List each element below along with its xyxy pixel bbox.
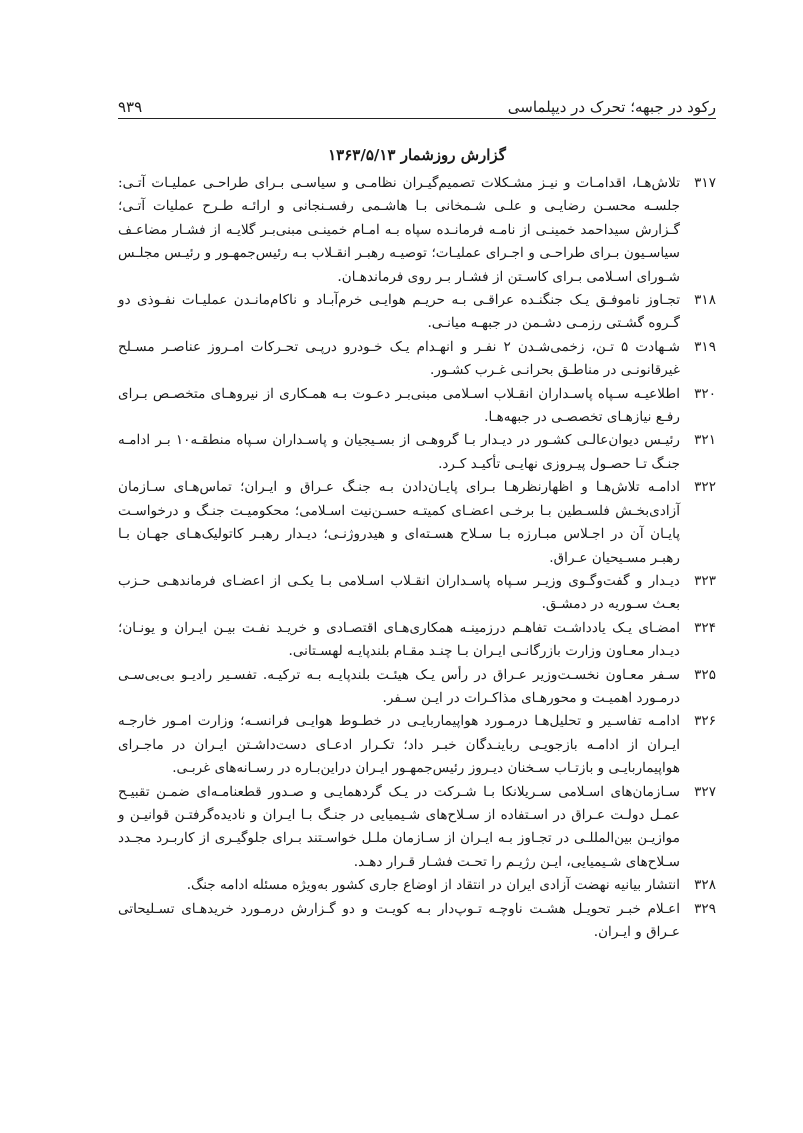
- entry-number: ۳۲۵: [694, 666, 716, 683]
- list-item: [118, 476, 716, 570]
- entry-number: ۳۲۹: [694, 900, 716, 917]
- entry-text: اطلاعیـه سـپاه پاسـداران انقـلاب اسـلامی مبنی‌بـر دعـوت بـه همـکاری از نیروهـای متخصـص بـرای رفـع نیازهـای تخصصـی در جبهه‌هـا.: [118, 385, 680, 426]
- entry-number: ۳۱۷: [694, 175, 716, 191]
- entry-text: اعـلام خبـر تحویـل هشـت ناوچـه تـوپ‌دار بـه کویـت و دو گـزارش درمـورد خریدهـای تسـلیحاتی عـراق و ایـران.: [118, 900, 680, 940]
- entry-number: ۳۲۰: [694, 385, 716, 402]
- entry-text: سـازمان‌های اسـلامی سـریلانکا بـا شـرکت در یـک گردهمایـی و صـدور قطعنامـه‌ای ضمـن تقبیـح عمـل دولـت عـراق در اسـتفاده از سـلاح‌های شـیمیایی در جنـگ بـا ایـران و نادیده‌گرفتـن قوانیـن و موازیـن بین‌المللـی در تجـاوز بـه ایـران از سـازمان ملـل خواسـتند بـرای جلوگیـری از کاربـرد مجـدد سـلاح‌های شـیمیایی، ایـن رژیـم را تحـت فشـار قـرار دهـد.: [118, 783, 680, 870]
- entry-text: ادامـه تلاش‌هـا و اظهارنظرهـا بـرای پایـان‌دادن بـه جنـگ عـراق و ایـران؛ تماس‌هـای سـازمان آزادی‌بخـش فلسـطین بـا برخـی اعضـای کمیتـه حسـن‌نیت اسـلامی؛ محکومیـت جنـگ و درخواسـت پایـان آن در اجـلاس مبـارزه بـا سـلاح هسـته‌ای و هیدروژنـی؛ دیـدار رهبـر کاتولیک‌هـای جهـان بـا رهبـر مسـیحیان عـراق.: [118, 479, 680, 566]
- entry-text: تجـاوز ناموفـق یـک جنگنـده عراقـی بـه حریـم هوایـی خرم‌آبـاد و ناکام‌مانـدن عملیـات نفـوذی دو گـروه گشـتی رزمـی دشـمن در جبهـه میانـی.: [118, 292, 680, 332]
- running-title: رکود در جبهه؛ تحرک در دیپلماسی: [507, 98, 716, 116]
- list-item: [118, 172, 716, 289]
- entry-text: ادامـه تفاسـیر و تحلیل‌هـا درمـورد هواپیماربایـی در خطـوط هوایـی فرانسـه؛ وزارت امـور خارجـه ایـران از ادامـه بازجویـی رباینـدگان خبـر داد؛ تکـرار ادعـای دست‌داشـتن ایـران در ماجـرای هواپیماربایـی و بازتـاب سـخنان دیـروز رئیس‌جمهـور ایـران دراین‌بـاره در رسـانه‌های غربـی.: [118, 713, 680, 777]
- list-item: [118, 710, 716, 780]
- entry-text: رئیـس دیوان‌عالـی کشـور در دیـدار بـا گروهـی از بسـیجیان و پاسـداران سـپاه منطقـه۱۰ بـر ادامـه جنـگ تـا حصـول پیـروزی نهایـی تأکیـد کـرد.: [118, 432, 680, 472]
- entry-number: ۳۲۷: [694, 783, 716, 800]
- entry-text: انتشار بیانیه نهضت آزادی ایران در انتقاد از اوضاع جاری کشور به‌ویژه مسئله ادامه جنگ.: [186, 877, 680, 894]
- running-header: [118, 92, 716, 116]
- list-item: [118, 898, 716, 945]
- list-item: [118, 429, 716, 476]
- list-item: [118, 336, 716, 383]
- entry-text: دیـدار و گفت‌وگـوی وزیـر سـپاه پاسـداران انقـلاب اسـلامی بـا یکـی از اعضـای فرماندهـی حـزب بعـث سـوریه در دمشـق.: [118, 572, 680, 613]
- entry-number: ۳۲۶: [694, 713, 716, 730]
- entry-number: ۳۲۴: [694, 619, 716, 636]
- report-title: گزارش روزشمار ۱۳۶۳/۵/۱۳: [328, 146, 506, 164]
- entry-list: [118, 172, 716, 944]
- entry-text: تلاش‌هـا، اقدامـات و نیـز مشـکلات تصمیم‌گیـران نظامـی و سیاسـی بـرای طراحـی عملیـات آتـی: جلسـه محسـن رضایـی و علـی شـمخانی بـا هاشـمی رفسـنجانی و ارائـه طـرح عملیات آتـی؛ گـزارش سیداحمد خمینـی از نامـه فرمانـده سپاه بـه امـام خمینـی مبنی‌بـر گلایـه از فشـار مضاعـف سیاسـیون بـرای طراحـی و اجـرای عملیـات؛ توصیـه رهبـر انقـلاب بـه رئیس‌جمهـور و رئیـس مجلـس شـورای اسـلامی بـرای کاسـتن از فشـار بـر روی فرماندهـان.: [118, 175, 680, 285]
- list-item: [118, 781, 716, 875]
- entry-number: ۳۱۸: [694, 292, 716, 309]
- entry-number: ۳۲۳: [694, 572, 716, 589]
- list-item: [118, 617, 716, 664]
- header-divider: [118, 118, 716, 119]
- entry-text: سـفر معـاون نخسـت‌وزیر عـراق در رأس یـک هیئـت بلندپایـه بـه ترکیـه. تفسـیر رادیـو بی‌بی‌سـی درمـورد اهمیـت و محورهـای مذاکـرات در ایـن سـفر.: [118, 666, 680, 706]
- list-item: [118, 664, 716, 711]
- list-item: [118, 289, 716, 336]
- list-item: [118, 874, 716, 897]
- entry-text: امضـای یـک یادداشـت تفاهـم درزمینـه همکاری‌هـای اقتصـادی و خریـد نفـت بیـن ایـران و یونـان؛ دیـدار معـاون وزارت بازرگانـی ایـران بـا چنـد مقـام بلندپایـه لهسـتانی.: [118, 619, 680, 660]
- entry-number: ۳۲۲: [694, 479, 716, 496]
- entry-number: ۳۲۸: [694, 877, 716, 894]
- list-item: [118, 383, 716, 430]
- page-number: ۹۳۹: [118, 98, 143, 116]
- entry-number: ۳۲۱: [694, 432, 716, 449]
- list-item: [118, 570, 716, 617]
- entry-number: ۳۱۹: [694, 338, 716, 355]
- entry-text: شـهادت ۵ تـن، زخمی‌شـدن ۲ نفـر و انهـدام یـک خـودرو درپـی تحـرکات امـروز عناصـر مسـلح غیرقانونـی در مناطـق بحرانـی غـرب کشـور.: [118, 338, 680, 379]
